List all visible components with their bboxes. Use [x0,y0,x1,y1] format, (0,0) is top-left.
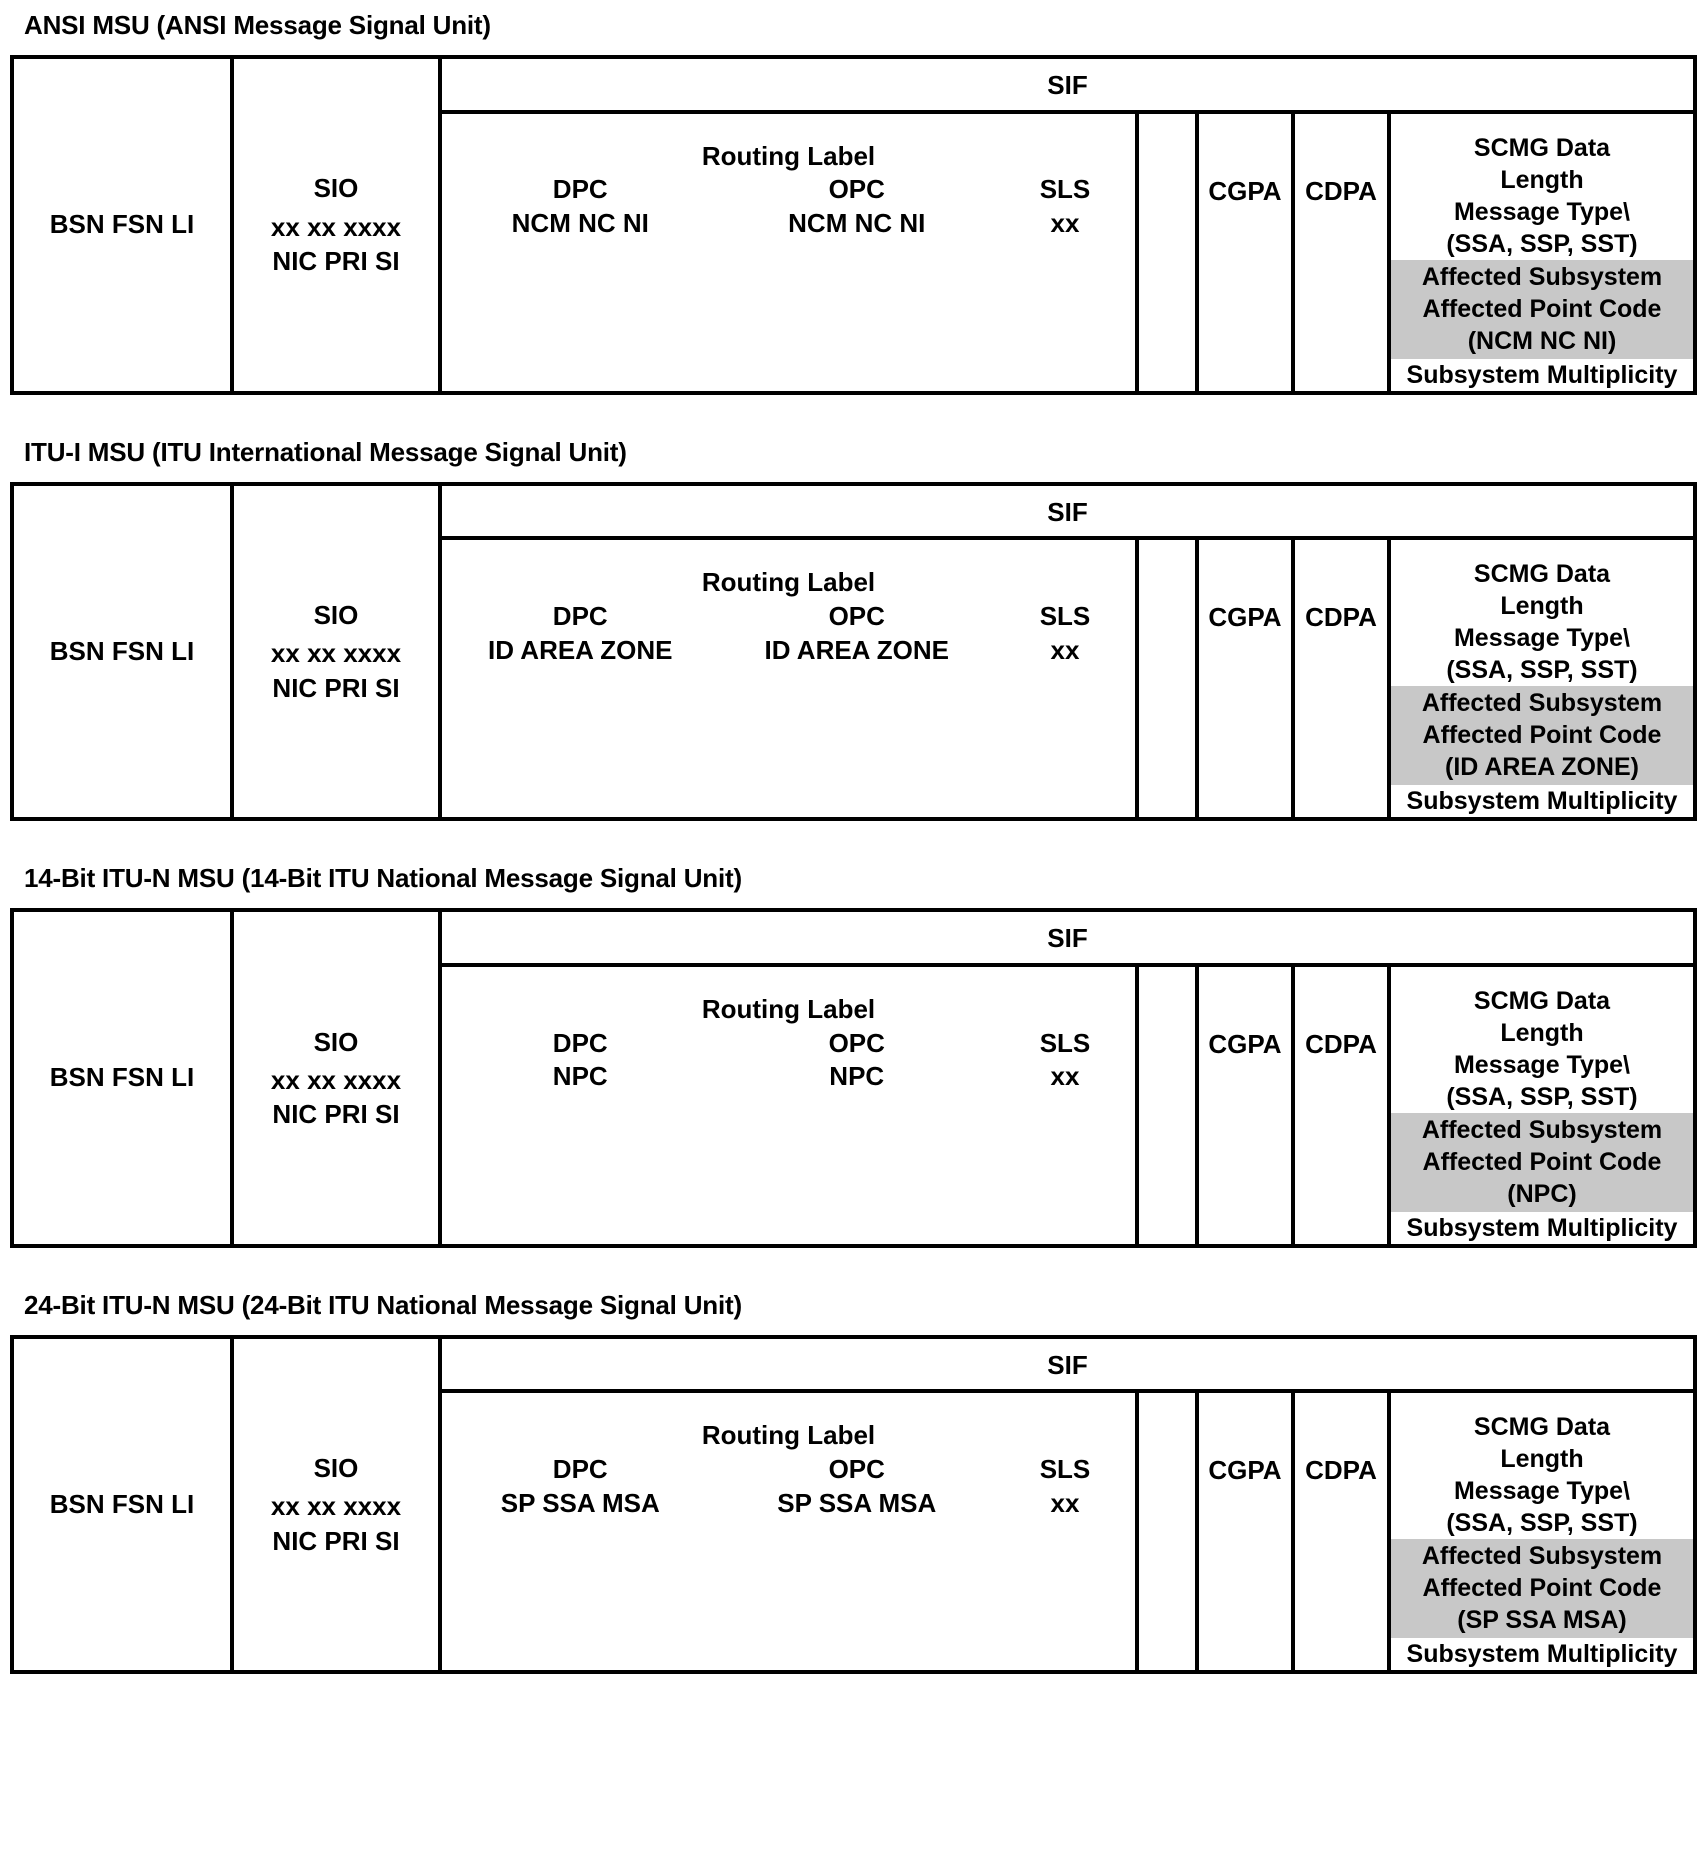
opc-label: OPC [828,600,885,631]
msu-table-itu-n-14 [10,908,1697,1248]
subcolumn-cgpa [1195,967,1291,1244]
column-sio [230,59,438,391]
affected-point-code-format: (ID AREA ZONE) [1445,753,1639,782]
sio-heading: SIO [313,173,359,204]
subsystem-multiplicity-label: Subsystem Multiplicity [1406,787,1678,816]
column-sif [438,1339,1693,1671]
subcolumn-cdpa [1291,967,1387,1244]
scmg-message-type-values: (SSA, SSP, SST) [1446,656,1638,685]
page-bottom-spacer [10,1716,1697,1726]
sio-heading: SIO [313,599,359,630]
subcolumn-cdpa [1291,540,1387,817]
affected-subsystem-label: Affected Subsystem [1421,262,1663,291]
routing-label-values [442,1060,1135,1094]
routing-label-headers [442,173,1135,207]
scmg-data-label: SCMG Data [1473,560,1611,589]
scmg-length-label: Length [1500,1445,1584,1474]
scmg-length-label: Length [1500,592,1584,621]
scmg-highlight-group [1391,686,1693,785]
affected-point-code-format: (NPC) [1507,1179,1577,1208]
column-bsn-fsn-li [14,59,230,391]
msu-block-ansi [10,10,1697,395]
scmg-message-type-label: Message Type\ [1453,624,1630,653]
sio-codes: xx xx xxxx [270,1064,402,1095]
scmg-data-label: SCMG Data [1473,986,1611,1015]
affected-subsystem-label: Affected Subsystem [1421,1542,1663,1571]
subcolumn-cdpa [1291,114,1387,391]
sio-field-names: NIC PRI SI [272,245,400,276]
sio-field-names: NIC PRI SI [272,1099,400,1130]
bsn-fsn-li-label: BSN FSN LI [49,1489,195,1520]
opc-value: NCM NC NI [788,208,926,239]
sls-value: xx [1050,1061,1080,1092]
routing-label-title: Routing Label [701,140,876,171]
sio-codes: xx xx xxxx [270,638,402,669]
dpc-label: DPC [552,600,608,631]
routing-label-title: Routing Label [701,993,876,1024]
msu-block-itu-i [10,437,1697,822]
cgpa-label: CGPA [1208,175,1282,206]
cdpa-label: CDPA [1305,602,1377,633]
routing-label-values [442,1487,1135,1521]
affected-point-code-format: (SP SSA MSA) [1457,1606,1627,1635]
msu-block-itu-n-14 [10,863,1697,1248]
subcolumn-scmg-data [1387,1393,1693,1670]
column-sif [438,486,1693,818]
sls-value: xx [1050,208,1080,239]
msu-table-itu-n-24 [10,1335,1697,1675]
scmg-message-type-label: Message Type\ [1453,1477,1630,1506]
routing-label-values [442,634,1135,668]
bsn-fsn-li-label: BSN FSN LI [49,1062,195,1093]
scmg-length-label: Length [1500,165,1584,194]
routing-label-values [442,207,1135,241]
sio-field-names: NIC PRI SI [272,1525,400,1556]
sio-heading: SIO [313,1026,359,1057]
opc-label: OPC [828,1454,885,1485]
sif-heading: SIF [442,912,1693,967]
column-bsn-fsn-li [14,912,230,1244]
msu-table-itu-i [10,482,1697,822]
msu-table-ansi [10,55,1697,395]
affected-point-code-label: Affected Point Code [1422,294,1662,323]
routing-label-title: Routing Label [701,567,876,598]
affected-subsystem-label: Affected Subsystem [1421,1115,1663,1144]
section-title-itu-n-14: 14-Bit ITU-N MSU (14-Bit ITU National Message Signal Unit) [24,863,742,894]
affected-point-code-label: Affected Point Code [1422,721,1662,750]
subcolumn-routing-label [442,967,1135,1244]
scmg-highlight-group [1391,260,1693,359]
routing-label-headers [442,600,1135,634]
sls-value: xx [1050,634,1080,665]
cgpa-label: CGPA [1208,602,1282,633]
cgpa-label: CGPA [1208,1028,1282,1059]
scmg-highlight-group [1391,1113,1693,1212]
subcolumn-cgpa [1195,114,1291,391]
opc-label: OPC [828,174,885,205]
opc-value: ID AREA ZONE [764,634,949,665]
opc-label: OPC [828,1027,885,1058]
subcolumn-scmg-data [1387,540,1693,817]
bsn-fsn-li-label: BSN FSN LI [49,209,195,240]
subsystem-multiplicity-label: Subsystem Multiplicity [1406,1640,1678,1669]
dpc-value: SP SSA MSA [500,1487,660,1518]
affected-point-code-format: (NCM NC NI) [1467,326,1617,355]
dpc-value: ID AREA ZONE [488,634,673,665]
subcolumn-spacer [1135,1393,1195,1670]
affected-subsystem-label: Affected Subsystem [1421,689,1663,718]
dpc-label: DPC [552,1027,608,1058]
section-title-itu-i: ITU-I MSU (ITU International Message Signal Unit) [24,436,627,467]
scmg-message-type-values: (SSA, SSP, SST) [1446,1509,1638,1538]
routing-label-title: Routing Label [701,1420,876,1451]
cdpa-label: CDPA [1305,175,1377,206]
sio-codes: xx xx xxxx [270,1491,402,1522]
sif-heading: SIF [442,486,1693,541]
subcolumn-scmg-data [1387,114,1693,391]
sls-label: SLS [1039,174,1091,205]
msu-block-itu-n-24 [10,1290,1697,1675]
sio-field-names: NIC PRI SI [272,672,400,703]
scmg-highlight-group [1391,1539,1693,1638]
column-bsn-fsn-li [14,1339,230,1671]
subcolumn-scmg-data [1387,967,1693,1244]
subcolumn-cgpa [1195,1393,1291,1670]
dpc-label: DPC [552,1454,608,1485]
sls-value: xx [1050,1487,1080,1518]
column-sio [230,912,438,1244]
cdpa-label: CDPA [1305,1028,1377,1059]
bsn-fsn-li-label: BSN FSN LI [49,635,195,666]
section-title-ansi: ANSI MSU (ANSI Message Signal Unit) [24,10,491,40]
subcolumn-cdpa [1291,1393,1387,1670]
column-sif [438,59,1693,391]
sio-heading: SIO [313,1453,359,1484]
routing-label-headers [442,1453,1135,1487]
sls-label: SLS [1039,600,1091,631]
scmg-message-type-label: Message Type\ [1453,197,1630,226]
subcolumn-routing-label [442,540,1135,817]
sif-heading: SIF [442,1339,1693,1394]
subcolumn-spacer [1135,540,1195,817]
column-bsn-fsn-li [14,486,230,818]
subcolumn-spacer [1135,967,1195,1244]
scmg-message-type-values: (SSA, SSP, SST) [1446,1082,1638,1111]
subsystem-multiplicity-label: Subsystem Multiplicity [1406,1213,1678,1242]
sls-label: SLS [1039,1027,1091,1058]
sif-heading: SIF [442,59,1693,114]
subcolumn-cgpa [1195,540,1291,817]
dpc-value: NCM NC NI [511,208,649,239]
subcolumn-routing-label [442,114,1135,391]
subcolumn-routing-label [442,1393,1135,1670]
scmg-message-type-label: Message Type\ [1453,1050,1630,1079]
affected-point-code-label: Affected Point Code [1422,1574,1662,1603]
subcolumn-spacer [1135,114,1195,391]
scmg-message-type-values: (SSA, SSP, SST) [1446,229,1638,258]
column-sif [438,912,1693,1244]
column-sio [230,486,438,818]
cdpa-label: CDPA [1305,1455,1377,1486]
scmg-data-label: SCMG Data [1473,1413,1611,1442]
subsystem-multiplicity-label: Subsystem Multiplicity [1406,360,1678,389]
scmg-length-label: Length [1500,1018,1584,1047]
section-title-itu-n-24: 24-Bit ITU-N MSU (24-Bit ITU National Message Signal Unit) [24,1289,742,1320]
sls-label: SLS [1039,1454,1091,1485]
opc-value: SP SSA MSA [777,1487,937,1518]
sio-codes: xx xx xxxx [270,211,402,242]
scmg-data-label: SCMG Data [1473,133,1611,162]
cgpa-label: CGPA [1208,1455,1282,1486]
dpc-value: NPC [552,1061,608,1092]
dpc-label: DPC [552,174,608,205]
column-sio [230,1339,438,1671]
routing-label-headers [442,1027,1135,1061]
opc-value: NPC [829,1061,885,1092]
affected-point-code-label: Affected Point Code [1422,1147,1662,1176]
